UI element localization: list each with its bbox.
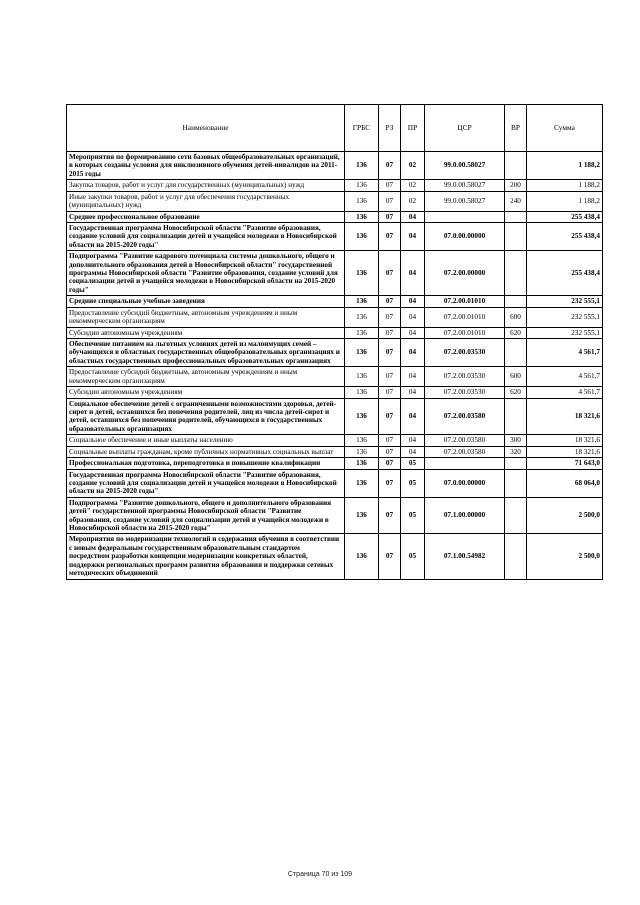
table-row [67,534,603,579]
cell-csr: 07.2.00.01010 [425,327,505,338]
cell-vr: 300 [505,435,527,446]
cell-sum: 232 555,1 [527,296,603,307]
cell-grbs: 136 [345,446,379,457]
cell-vr [505,458,527,469]
cell-grbs: 136 [345,251,379,296]
cell-rz: 07 [379,534,401,579]
cell-grbs: 136 [345,458,379,469]
cell-csr [425,458,505,469]
cell-sum: 255 438,4 [527,222,603,250]
cell-grbs: 136 [345,387,379,398]
cell-pr: 05 [401,458,425,469]
cell-name: Мероприятия по формированию сети базовых общеобразовательных организаций, в которых созданы условия для инклюзивного обучения детей-инвалидов на 2011-2015 годы [67,152,345,180]
cell-sum: 255 438,4 [527,251,603,296]
cell-pr: 02 [401,191,425,211]
cell-rz: 07 [379,435,401,446]
header-pr: ПР [401,105,425,152]
cell-pr: 04 [401,307,425,327]
cell-sum: 232 555,1 [527,327,603,338]
cell-name: Обеспечение питанием на льготных условиях детей из малоимущих семей – обучающихся в областных государственных общеобразовательных организациях и областных государственных профессиональных образовательных организациях [67,339,345,367]
header-csr: ЦСР [425,105,505,152]
cell-vr [505,534,527,579]
cell-vr [505,222,527,250]
cell-rz: 07 [379,497,401,534]
cell-csr: 07.0.00.00000 [425,222,505,250]
cell-name: Государственная программа Новосибирской области "Развитие образования, создание условий для социализации детей и учащейся молодежи в Новосибирской области на 2015-2020 годы" [67,222,345,250]
budget-table [66,104,603,580]
cell-sum: 68 064,0 [527,469,603,497]
cell-csr: 99.0.00.58027 [425,191,505,211]
cell-sum: 4 561,7 [527,339,603,367]
cell-sum: 18 321,6 [527,398,603,435]
cell-vr: 600 [505,307,527,327]
cell-rz: 07 [379,398,401,435]
cell-vr [505,339,527,367]
cell-rz: 07 [379,307,401,327]
cell-vr: 240 [505,191,527,211]
cell-sum: 2 500,0 [527,497,603,534]
table-row [67,387,603,398]
header-grbs: ГРБС [345,105,379,152]
budget-sheet [66,104,602,580]
cell-pr: 05 [401,497,425,534]
cell-rz: 07 [379,469,401,497]
table-row [67,398,603,435]
cell-vr [505,497,527,534]
table-row [67,152,603,180]
cell-csr: 07.1.00.00000 [425,497,505,534]
table-header-row [67,105,603,152]
table-row [67,191,603,211]
cell-name: Мероприятия по модернизации технологий и содержания обучения в соответствии с новым федеральным государственным образовательным стандартом посредством разработки концепции модернизации конкретных областей, поддержки региональных программ развития образования и поддержки сетевых методических объединений [67,534,345,579]
cell-csr: 07.2.00.03530 [425,387,505,398]
table-row [67,339,603,367]
cell-pr: 02 [401,180,425,191]
cell-sum: 1 188,2 [527,152,603,180]
cell-name: Социальное обеспечение и иные выплаты населению [67,435,345,446]
cell-name: Средние специальные учебные заведения [67,296,345,307]
cell-name: Закупка товаров, работ и услуг для государственных (муниципальных) нужд [67,180,345,191]
table-body [67,152,603,580]
cell-sum: 1 188,2 [527,191,603,211]
table-row [67,180,603,191]
table-row [67,458,603,469]
cell-sum: 255 438,4 [527,211,603,222]
cell-vr: 600 [505,367,527,387]
cell-rz: 07 [379,446,401,457]
cell-grbs: 136 [345,296,379,307]
cell-sum: 1 188,2 [527,180,603,191]
cell-csr: 99.0.00.58027 [425,152,505,180]
cell-vr [505,251,527,296]
cell-pr: 04 [401,251,425,296]
header-sum: Сумма [527,105,603,152]
cell-rz: 07 [379,367,401,387]
cell-vr [505,211,527,222]
cell-sum: 4 561,7 [527,367,603,387]
cell-vr [505,469,527,497]
cell-pr: 02 [401,152,425,180]
cell-name: Профессиональная подготовка, переподготовка и повышение квалификации [67,458,345,469]
cell-pr: 04 [401,296,425,307]
cell-sum: 232 555,1 [527,307,603,327]
cell-csr: 07.2.00.01010 [425,307,505,327]
cell-pr: 04 [401,222,425,250]
cell-grbs: 136 [345,534,379,579]
cell-pr: 04 [401,327,425,338]
cell-name: Подпрограмма "Развитие дошкольного, общего и дополнительного образования детей" государственной программы Новосибирской области "Развитие образования, создание условий для социализации детей и учащейся молодежи в Новосибирской области на 2015-2020 годы" [67,497,345,534]
cell-vr [505,296,527,307]
cell-csr [425,211,505,222]
cell-csr: 07.2.00.03530 [425,339,505,367]
cell-pr: 04 [401,367,425,387]
cell-vr: 620 [505,327,527,338]
cell-rz: 07 [379,180,401,191]
table-row [67,327,603,338]
cell-csr: 07.2.00.03530 [425,367,505,387]
cell-rz: 07 [379,387,401,398]
cell-sum: 2 500,0 [527,534,603,579]
cell-pr: 04 [401,398,425,435]
cell-grbs: 136 [345,152,379,180]
cell-name: Предоставление субсидий бюджетным, автономным учреждениям и иным некоммерческим организациям [67,367,345,387]
header-name: Наименование [67,105,345,152]
table-row [67,435,603,446]
cell-csr: 07.0.00.00000 [425,469,505,497]
table-row [67,222,603,250]
cell-rz: 07 [379,296,401,307]
cell-pr: 04 [401,211,425,222]
cell-grbs: 136 [345,367,379,387]
cell-name: Социальные выплаты гражданам, кроме публичных нормативных социальных выплат [67,446,345,457]
cell-grbs: 136 [345,222,379,250]
table-row [67,469,603,497]
cell-rz: 07 [379,222,401,250]
cell-name: Предоставление субсидий бюджетным, автономным учреждениям и иным некоммерческим организациям [67,307,345,327]
table-row [67,296,603,307]
cell-name: Среднее профессиональное образование [67,211,345,222]
cell-grbs: 136 [345,327,379,338]
cell-rz: 07 [379,191,401,211]
cell-name: Подпрограмма "Развитие кадрового потенциала системы дошкольного, общего и дополнительного образования детей в Новосибирской области" государственной программы Новосибирской области "Развитие образования, создание условий для социализации детей и учащейся молодежи в Новосибирской области на 2015-2020 годы" [67,251,345,296]
cell-vr [505,398,527,435]
cell-csr: 07.2.00.00000 [425,251,505,296]
cell-sum: 4 561,7 [527,387,603,398]
table-row [67,497,603,534]
table-row [67,211,603,222]
cell-vr: 200 [505,180,527,191]
cell-vr: 620 [505,387,527,398]
cell-sum: 18 321,6 [527,435,603,446]
cell-pr: 04 [401,387,425,398]
cell-name: Социальное обеспечение детей с ограниченными возможностями здоровья, детей-сирот и детей, оставшихся без попечения родителей, лиц из числа детей-сирот и детей, оставшихся без попечения родителей, обучающихся в государственных образовательных организациях [67,398,345,435]
cell-pr: 05 [401,534,425,579]
cell-grbs: 136 [345,339,379,367]
table-row [67,251,603,296]
header-rz: РЗ [379,105,401,152]
cell-rz: 07 [379,327,401,338]
table-row [67,307,603,327]
header-vr: ВР [505,105,527,152]
table-row [67,367,603,387]
cell-pr: 04 [401,339,425,367]
cell-grbs: 136 [345,398,379,435]
cell-vr: 320 [505,446,527,457]
cell-sum: 18 321,6 [527,446,603,457]
cell-csr: 99.0.00.58027 [425,180,505,191]
cell-name: Государственная программа Новосибирской области "Развитие образования, создание условий для социализации детей и учащейся молодежи в Новосибирской области на 2015-2020 годы" [67,469,345,497]
cell-csr: 07.2.00.01010 [425,296,505,307]
page-number: Страница 70 из 109 [287,871,353,878]
cell-rz: 07 [379,152,401,180]
cell-rz: 07 [379,211,401,222]
cell-grbs: 136 [345,180,379,191]
cell-name: Субсидии автономным учреждениям [67,327,345,338]
cell-grbs: 136 [345,435,379,446]
cell-csr: 07.2.00.03580 [425,435,505,446]
cell-grbs: 136 [345,307,379,327]
cell-rz: 07 [379,458,401,469]
cell-pr: 04 [401,446,425,457]
cell-csr: 07.2.00.03580 [425,446,505,457]
cell-vr [505,152,527,180]
cell-grbs: 136 [345,469,379,497]
cell-rz: 07 [379,251,401,296]
cell-pr: 05 [401,469,425,497]
cell-pr: 04 [401,435,425,446]
cell-grbs: 136 [345,497,379,534]
cell-csr: 07.2.00.03580 [425,398,505,435]
cell-name: Субсидии автономным учреждениям [67,387,345,398]
cell-rz: 07 [379,339,401,367]
cell-name: Иные закупки товаров, работ и услуг для обеспечения государственных (муниципальных) нужд [67,191,345,211]
cell-sum: 71 643,0 [527,458,603,469]
cell-csr: 07.1.00.54982 [425,534,505,579]
cell-grbs: 136 [345,211,379,222]
table-row [67,446,603,457]
cell-grbs: 136 [345,191,379,211]
